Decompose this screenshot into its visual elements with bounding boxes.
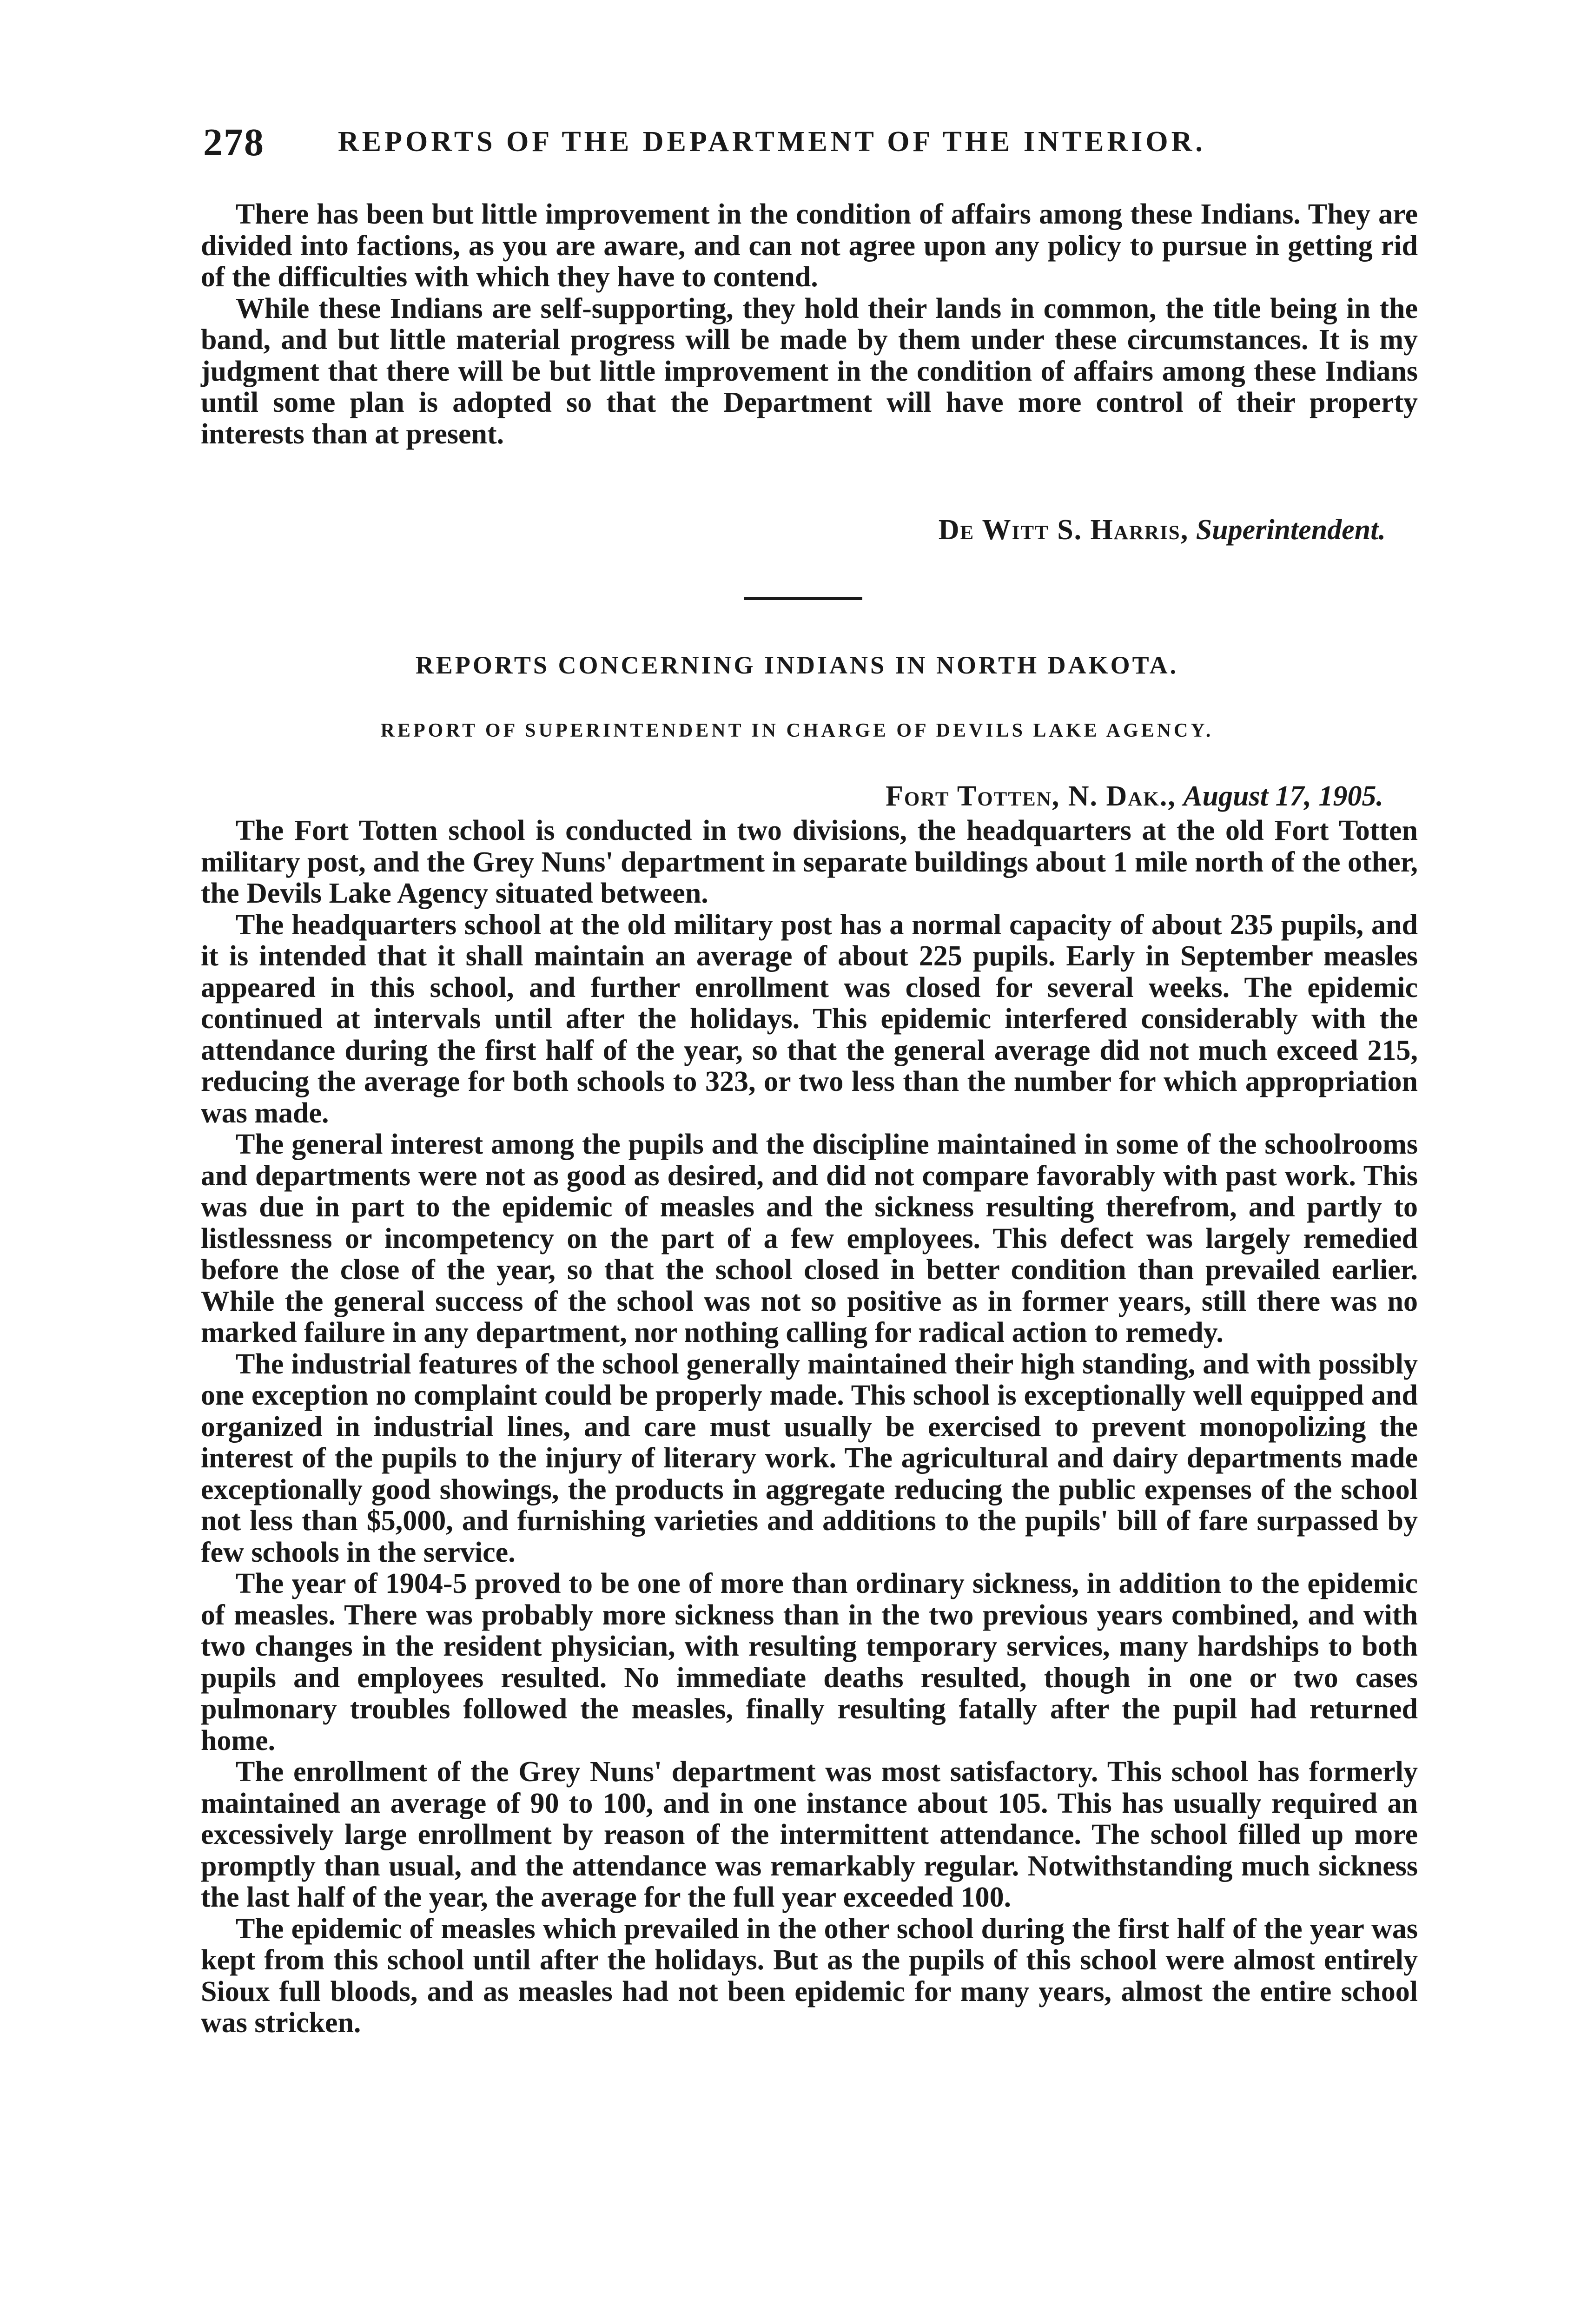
page-header	[203, 120, 1412, 171]
paragraph: The general interest among the pupils and the discipline maintained in some of the schoolrooms and departments were not as good as desired, and did not compare favorably with past work. This was due in part to the epidemic of measles and the sickness resulting therefrom, and partly to listlessness or incompetency on the part of a few employees. This defect was largely remedied before the close of the year, so that the school closed in better condition than prevailed earlier. While the general success of the school was not so positive as in former years, still there was no marked failure in any department, nor nothing calling for radical action to remedy.	[201, 1129, 1418, 1348]
paragraph: The headquarters school at the old military post has a normal capacity of about 235 pupils, and it is intended that it shall maintain an average of about 225 pupils. Early in September measles appeared in this school, and further enrollment was closed for several weeks. The epidemic continued at intervals until after the holidays. This epidemic interfered considerably with the attendance during the first half of the year, so that the general average did not much exceed 215, reducing the average for both schools to 323, or two less than the number for which appropriation was made.	[201, 909, 1418, 1129]
dateline-place: Fort Totten, N. Dak.,	[885, 780, 1176, 812]
paragraph: The year of 1904-5 proved to be one of more than ordinary sickness, in addition to the epidemic of measles. There was probably more sickness than in the two previous years combined, and with two changes in the resident physician, with resulting temporary services, many hardships to both pupils and employees resulted. No immediate deaths resulted, though in one or two cases pulmonary troubles followed the measles, finally resulting fatally after the pupil had returned home.	[201, 1568, 1418, 1756]
page-number: 278	[203, 121, 265, 164]
section-divider	[744, 597, 862, 600]
paragraph: While these Indians are self-supporting, they hold their lands in common, the title being in the band, and but little material progress will be made by them under these circumstances. It is my judgment that there will be but little improvement in the condition of affairs among these Indians until some plan is adopted so that the Department will have more control of their property interests than at present.	[201, 292, 1418, 450]
dateline	[886, 780, 1383, 813]
paragraph: The Fort Totten school is conducted in two divisions, the headquarters at the old Fort Totten military post, and the Grey Nuns' department in separate buildings about 1 mile north of the other, the Devils Lake Agency situated between.	[201, 815, 1418, 909]
paragraph: There has been but little improvement in the condition of affairs among these Indians. They are divided into factions, as you are aware, and can not agree upon any policy to pursue in getting rid of the difficulties with which they have to contend.	[201, 198, 1418, 293]
paragraph: The enrollment of the Grey Nuns' department was most satisfactory. This school has formerly maintained an average of 90 to 100, and in one instance about 105. This has usually required an excessively large enrollment by reason of the intermittent attendance. The school filled up more promptly than usual, and the attendance was remarkably regular. Notwithstanding much sickness the last half of the year, the average for the full year exceeded 100.	[201, 1756, 1418, 1913]
intro-text	[201, 199, 1418, 450]
dateline-date: August 17, 1905.	[1183, 780, 1383, 812]
signature-title: Superintendent.	[1196, 514, 1386, 546]
signature-name: De Witt S. Harris,	[938, 514, 1189, 546]
section-title: REPORTS CONCERNING INDIANS IN NORTH DAKOTA.	[415, 651, 1179, 679]
running-head: REPORTS OF THE DEPARTMENT OF THE INTERIOR.	[338, 126, 1206, 158]
report-text	[201, 815, 1418, 2039]
paragraph: The epidemic of measles which prevailed in the other school during the first half of the year was kept from this school until after the holidays. But as the pupils of this school were almost entirely Sioux full bloods, and as measles had not been epidemic for many years, almost the entire school was stricken.	[201, 1913, 1418, 2039]
signature	[939, 514, 1386, 547]
paragraph: The industrial features of the school generally maintained their high standing, and with possibly one exception no complaint could be properly made. This school is exceptionally well equipped and organized in industrial lines, and care must usually be exercised to prevent monopolizing the interest of the pupils to the injury of literary work. The agricultural and dairy departments made exceptionally good showings, the products in aggregate reducing the public expenses of the school not less than $5,000, and furnishing varieties and additions to the pupils' bill of fare surpassed by few schools in the service.	[201, 1348, 1418, 1568]
subsection-title: REPORT OF SUPERINTENDENT IN CHARGE OF DEVILS LAKE AGENCY.	[380, 720, 1214, 741]
